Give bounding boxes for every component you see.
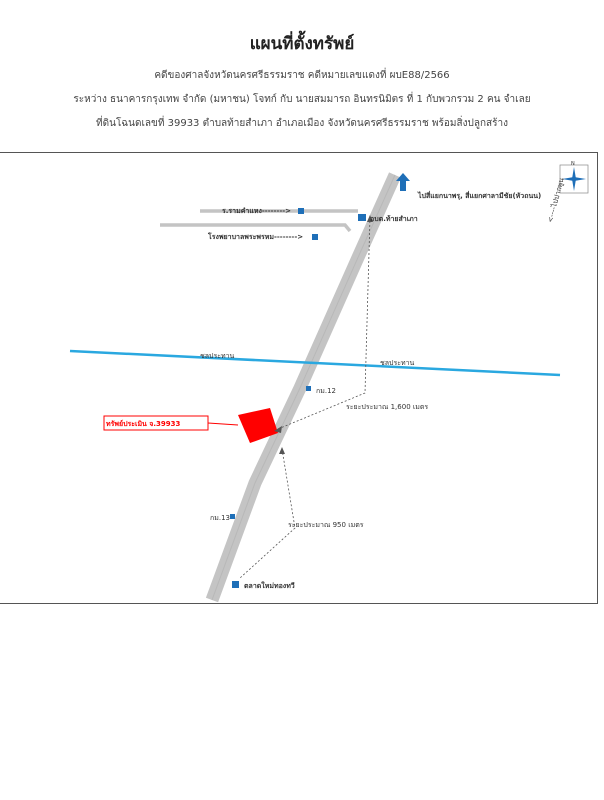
market-marker-icon [232, 581, 239, 588]
case-line: คดีของศาลจังหวัดนครศรีธรรมราช คดีหมายเลขแดงที่ ผบE88/2566 [154, 70, 450, 81]
label-school: ร.รามคำแหง--------> [222, 207, 291, 215]
district-office-marker-icon [358, 214, 366, 221]
parties-line: ระหว่าง ธนาคารกรุงเทพ จำกัด (มหาชน) โจทก์ กับ นายสมมารถ อินทรนิมิตร ที่ 1 กับพวกรวม 2 คน จำเลย [73, 94, 531, 105]
land-line: ที่ดินโฉนดเลขที่ 39933 ตำบลท้ายสำเภา อำเภอเมือง จังหวัดนครศรีธรรมราช พร้อมสิ่งปลูกสร้าง [96, 118, 508, 129]
school-marker-icon [298, 208, 304, 214]
km13-marker-icon [230, 514, 235, 519]
label-district-office: อบต.ท้ายสำเภา [370, 215, 418, 223]
km12-marker-icon [306, 386, 311, 391]
label-to-north: ไปสี่แยกนาพรุ, สี่แยกศาลามีชัย(หัวถนน) [418, 192, 542, 200]
label-km12: กม.12 [316, 387, 336, 395]
label-km13: กม.13 [210, 514, 230, 522]
arrow-icon [279, 447, 285, 454]
label-to-pak: <----ไปปากพูน [546, 177, 566, 224]
side-road [160, 225, 350, 231]
label-hospital: โรงพยาบาลพระพรหม--------> [208, 233, 304, 241]
svg-text:N: N [571, 161, 575, 167]
label-canal-left: ชลประทาน [200, 352, 235, 360]
label-distance-1600: ระยะประมาณ 1,600 เมตร [346, 403, 429, 411]
map-frame [0, 152, 598, 604]
label-canal-right: ชลประทาน [380, 359, 415, 367]
map-canvas[interactable] [0, 153, 597, 603]
label-property: ทรัพย์ประเมิน จ.39933 [106, 420, 181, 428]
property-pointer [208, 423, 238, 425]
page-title: แผนที่ตั้งทรัพย์ [249, 34, 355, 54]
label-distance-950: ระยะประมาณ 950 เมตร [288, 521, 364, 529]
compass-icon [560, 161, 588, 193]
hospital-marker-icon [312, 234, 318, 240]
label-market: ตลาดใหม่ทองทวี [244, 582, 295, 590]
